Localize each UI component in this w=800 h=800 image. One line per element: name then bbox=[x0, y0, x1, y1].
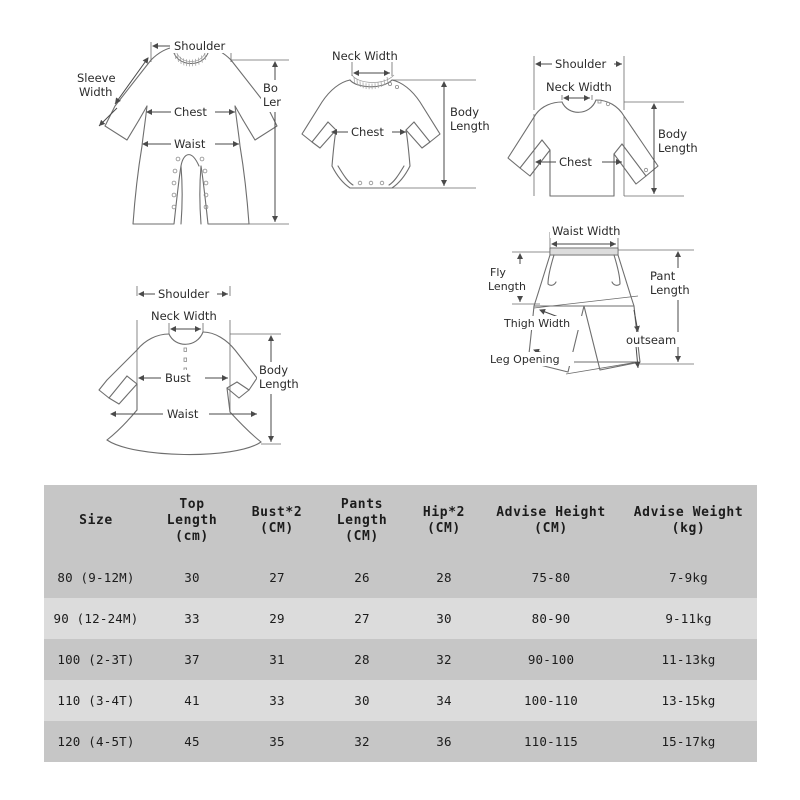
header-cell-advise-weight: Advise Weight (kg) bbox=[620, 485, 757, 557]
bodysuit-label-body-length-line1: Body bbox=[450, 105, 480, 119]
cell-pants-length: 28 bbox=[318, 639, 406, 680]
cell-bust2: 27 bbox=[236, 557, 318, 598]
cell-bust2: 35 bbox=[236, 721, 318, 762]
table-header-row bbox=[44, 485, 757, 557]
dress-label-shoulder: Shoulder bbox=[158, 287, 210, 301]
romper-label-body-length-line2: Ler bbox=[263, 95, 282, 109]
cell-hip2: 28 bbox=[406, 557, 482, 598]
sweatshirt-label-body-length-line2: Length bbox=[658, 141, 698, 155]
cell-hip2: 32 bbox=[406, 639, 482, 680]
cell-bust2: 29 bbox=[236, 598, 318, 639]
sweatshirt-label-body-length-line1: Body bbox=[658, 127, 688, 141]
bodysuit-label-body-length-line2: Length bbox=[450, 119, 490, 133]
cell-top-length: 30 bbox=[148, 557, 236, 598]
cell-advise-height: 80-90 bbox=[482, 598, 620, 639]
cell-pants-length: 27 bbox=[318, 598, 406, 639]
cell-advise-height: 90-100 bbox=[482, 639, 620, 680]
cell-bust2: 33 bbox=[236, 680, 318, 721]
dress-label-bust: Bust bbox=[165, 371, 191, 385]
cell-size: 90 (12-24M) bbox=[44, 598, 148, 639]
romper-label-sleeve-width-line1: Sleeve bbox=[77, 71, 116, 85]
cell-advise-weight: 11-13kg bbox=[620, 639, 757, 680]
cell-bust2: 31 bbox=[236, 639, 318, 680]
table-row bbox=[44, 639, 757, 680]
bodysuit-label-chest: Chest bbox=[351, 125, 384, 139]
pants-label-outseam: outseam bbox=[626, 333, 677, 347]
dress-label-neck-width: Neck Width bbox=[151, 309, 217, 323]
sweatshirt-diagram bbox=[498, 40, 698, 225]
sweatshirt-label-neck-width: Neck Width bbox=[546, 80, 612, 94]
pants-label-pant-length-line2: Length bbox=[650, 283, 690, 297]
pants-label-fly-length-line1: Fly bbox=[490, 266, 506, 279]
header-cell-pants-length: Pants Length (CM) bbox=[318, 485, 406, 557]
pants-label-leg-opening: Leg Opening bbox=[490, 353, 560, 366]
cell-hip2: 30 bbox=[406, 598, 482, 639]
cell-size: 80 (9-12M) bbox=[44, 557, 148, 598]
table-row bbox=[44, 598, 757, 639]
pants-diagram bbox=[488, 222, 708, 392]
cell-top-length: 37 bbox=[148, 639, 236, 680]
table-row bbox=[44, 721, 757, 762]
cell-advise-weight: 7-9kg bbox=[620, 557, 757, 598]
sweatshirt-label-chest: Chest bbox=[559, 155, 592, 169]
romper-label-waist: Waist bbox=[174, 137, 206, 151]
cell-pants-length: 26 bbox=[318, 557, 406, 598]
cell-pants-length: 32 bbox=[318, 721, 406, 762]
cell-top-length: 33 bbox=[148, 598, 236, 639]
cell-advise-height: 110-115 bbox=[482, 721, 620, 762]
header-cell-advise-height: Advise Height (CM) bbox=[482, 485, 620, 557]
table-row bbox=[44, 680, 757, 721]
cell-size: 120 (4-5T) bbox=[44, 721, 148, 762]
dress-diagram bbox=[85, 272, 300, 457]
cell-advise-weight: 13-15kg bbox=[620, 680, 757, 721]
dress-label-body-length-line2: Length bbox=[259, 377, 299, 391]
cell-top-length: 45 bbox=[148, 721, 236, 762]
cell-size: 100 (2-3T) bbox=[44, 639, 148, 680]
romper-label-sleeve-width-line2: Width bbox=[79, 85, 113, 99]
cell-advise-height: 75-80 bbox=[482, 557, 620, 598]
pants-label-pant-length-line1: Pant bbox=[650, 269, 676, 283]
pants-label-waist-width: Waist Width bbox=[552, 224, 621, 238]
header-cell-hip2: Hip*2 (CM) bbox=[406, 485, 482, 557]
table-row bbox=[44, 557, 757, 598]
baby-romper-diagram bbox=[75, 28, 300, 248]
romper-label-chest: Chest bbox=[174, 105, 207, 119]
bodysuit-label-neck-width: Neck Width bbox=[332, 49, 398, 63]
dress-label-body-length-line1: Body bbox=[259, 363, 289, 377]
header-cell-bust2: Bust*2 (CM) bbox=[236, 485, 318, 557]
dress-label-waist: Waist bbox=[167, 407, 199, 421]
size-chart-table bbox=[44, 485, 757, 762]
header-cell-top-length: Top Length (cm) bbox=[148, 485, 236, 557]
pants-label-thigh-width: Thigh Width bbox=[504, 317, 571, 330]
cell-advise-height: 100-110 bbox=[482, 680, 620, 721]
cell-pants-length: 30 bbox=[318, 680, 406, 721]
romper-label-body-length-line1: Bo bbox=[263, 81, 278, 95]
romper-label-shoulder: Shoulder bbox=[174, 39, 226, 53]
header-cell-size: Size bbox=[44, 485, 148, 557]
cell-hip2: 36 bbox=[406, 721, 482, 762]
pants-label-fly-length-line2: Length bbox=[488, 280, 526, 293]
cell-hip2: 34 bbox=[406, 680, 482, 721]
cell-advise-weight: 15-17kg bbox=[620, 721, 757, 762]
cell-size: 110 (3-4T) bbox=[44, 680, 148, 721]
cell-top-length: 41 bbox=[148, 680, 236, 721]
sweatshirt-label-shoulder: Shoulder bbox=[555, 57, 607, 71]
baby-bodysuit-diagram bbox=[298, 42, 493, 212]
cell-advise-weight: 9-11kg bbox=[620, 598, 757, 639]
